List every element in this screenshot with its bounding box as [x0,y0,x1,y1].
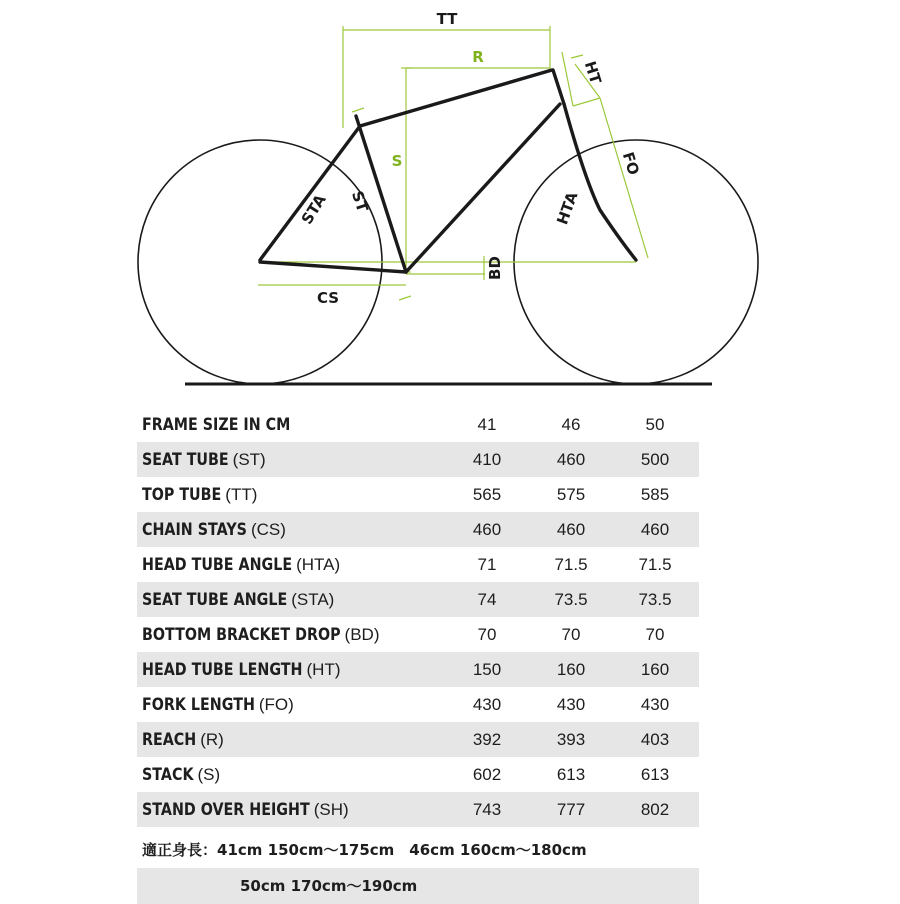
bike-frame [260,70,636,272]
geometry-table [137,407,699,827]
row-label: SEAT TUBE (ST) [142,450,266,470]
row-value: 70 [645,625,665,644]
table-row [137,792,699,827]
row-value: 613 [556,765,586,784]
top-tube [360,70,552,126]
recommended-height-note [137,832,699,904]
size-header: 50 [645,415,665,434]
row-value: 71 [477,555,497,574]
row-value: 565 [472,485,502,504]
row-label: SEAT TUBE ANGLE (STA) [142,590,335,610]
row-value: 73.5 [638,590,672,609]
fit-range-2: 50cm 170cm～190cm [240,877,418,895]
table-row [137,477,699,512]
row-value: 71.5 [554,555,588,574]
size-header: 46 [561,415,581,434]
fit-line-1 [137,832,699,868]
bike-geometry-diagram [0,0,900,400]
chain-stay [260,262,406,272]
table-row [137,547,699,582]
row-value: 500 [640,450,670,469]
table-row [137,617,699,652]
label-s: S [391,152,403,170]
label-r: R [472,48,484,66]
row-label: HEAD TUBE LENGTH (HT) [142,660,341,680]
row-value: 743 [472,800,502,819]
table-row [137,512,699,547]
head-tube [553,70,564,104]
fit-range-1: 41cm 150cm～175cm 46cm 160cm～180cm [217,841,587,859]
row-value: 73.5 [554,590,588,609]
row-value: 70 [561,625,581,644]
label-cs: CS [316,289,340,307]
row-value: 585 [640,485,670,504]
row-value: 74 [477,590,497,609]
row-label: TOP TUBE (TT) [142,485,258,505]
table-header-row [137,407,699,442]
row-value: 802 [640,800,670,819]
row-label: STACK (S) [142,765,221,785]
label-fo: FO [618,149,643,178]
row-value: 602 [472,765,502,784]
label-hta: HTA [553,189,582,227]
seat-stay [260,126,360,260]
row-value: 392 [472,730,502,749]
row-value: 410 [472,450,502,469]
row-value: 71.5 [638,555,672,574]
row-value: 613 [640,765,670,784]
size-header: 41 [477,415,497,434]
row-value: 777 [556,800,586,819]
row-value: 150 [472,660,502,679]
row-value: 460 [556,450,586,469]
row-value: 160 [640,660,670,679]
row-label: STAND OVER HEIGHT (SH) [142,800,349,820]
row-value: 430 [472,695,502,714]
row-value: 430 [556,695,586,714]
table-row [137,652,699,687]
header-label: FRAME SIZE IN CM [142,415,291,435]
row-label: FORK LENGTH (FO) [142,695,294,715]
table-row [137,442,699,477]
row-value: 575 [556,485,586,504]
row-label: BOTTOM BRACKET DROP (BD) [142,625,380,645]
label-bd: BD [486,256,504,280]
table-row [137,757,699,792]
row-label: REACH (R) [142,730,224,750]
row-label: HEAD TUBE ANGLE (HTA) [142,555,341,575]
row-value: 393 [556,730,586,749]
label-st: ST [347,188,372,215]
label-ht: HT [580,59,605,87]
row-label: CHAIN STAYS (CS) [142,520,286,540]
table-row [137,687,699,722]
fit-line-2 [137,868,699,904]
row-value: 430 [640,695,670,714]
table-row [137,582,699,617]
fit-title: 適正身長： [142,841,218,859]
row-value: 460 [472,520,502,539]
row-value: 160 [556,660,586,679]
row-value: 460 [640,520,670,539]
row-value: 403 [640,730,670,749]
row-value: 70 [477,625,497,644]
table-row [137,722,699,757]
label-sta: STA [297,191,330,228]
label-tt: TT [436,10,458,28]
down-tube [406,104,560,272]
row-value: 460 [556,520,586,539]
